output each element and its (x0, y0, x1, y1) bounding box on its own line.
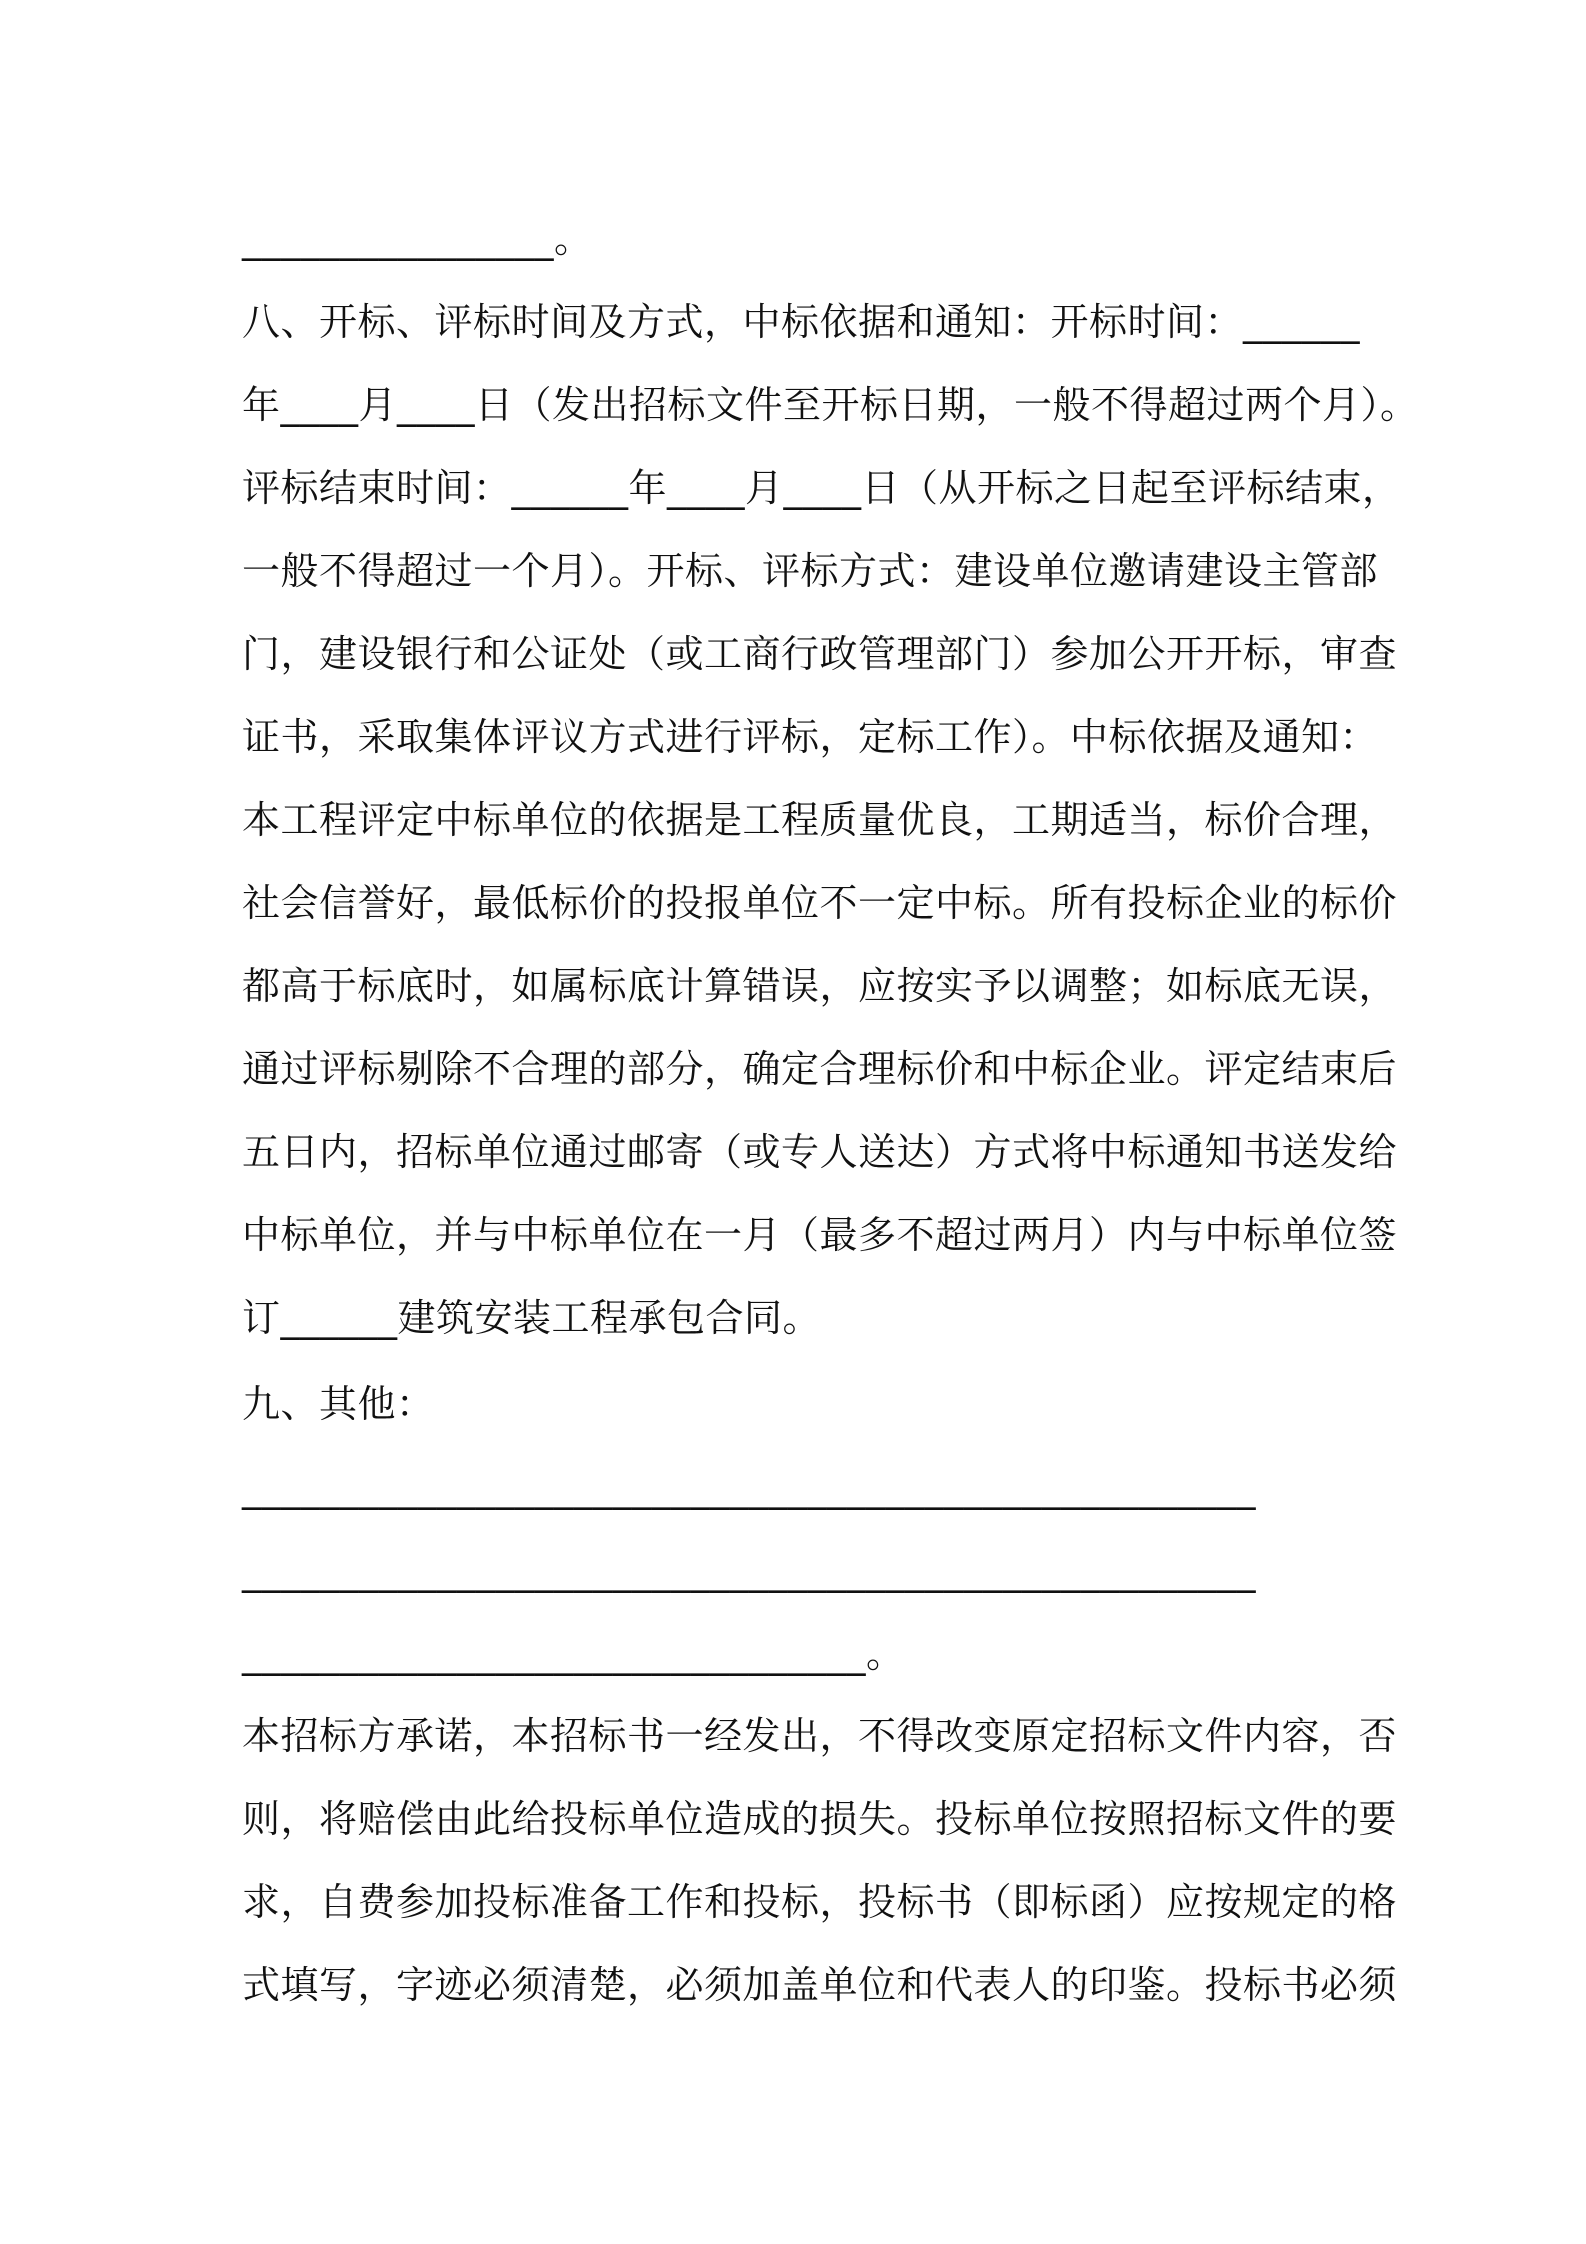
commitment-line: 则，将赔偿由此给投标单位造成的损失。投标单位按照招标文件的要 (242, 1797, 1398, 1841)
blank-line: ________________________________。 (242, 1632, 905, 1676)
section-8-line: 本工程评定中标单位的依据是工程质量优良，工期适当，标价合理， (242, 798, 1398, 842)
section-8-line: 八、开标、评标时间及方式，中标依据和通知：开标时间：______ (242, 300, 1361, 344)
section-9-blank-lines (242, 1447, 1362, 1696)
section-8-line: 评标结束时间：______年____月____日（从开标之日起至评标结束， (242, 466, 1401, 510)
section-8-line: 中标单位，并与中标单位在一月（最多不超过两月）内与中标单位签 (242, 1213, 1398, 1257)
section-8-line: 门，建设银行和公证处（或工商行政管理部门）参加公开开标，审查 (242, 632, 1398, 676)
commitment-line: 式填写，字迹必须清楚，必须加盖单位和代表人的印鉴。投标书必须 (242, 1963, 1398, 2007)
section-8-line: 订______建筑安装工程承包合同。 (242, 1296, 822, 1340)
section-8-line: 证书，采取集体评议方式进行评标，定标工作）。中标依据及通知： (242, 715, 1379, 759)
section-9-heading: 九、其他： (242, 1382, 435, 1426)
section-8-line: 年____月____日（发出招标文件至开标日期，一般不得超过两个月）。 (242, 383, 1419, 427)
section-9-heading-block (242, 1363, 1362, 1446)
commitment-paragraph (242, 1695, 1398, 2027)
commitment-line: 求，自费参加投标准备工作和投标，投标书（即标函）应按规定的格 (242, 1880, 1398, 1924)
section-8-line: 五日内，招标单位通过邮寄（或专人送达）方式将中标通知书送发给 (242, 1130, 1398, 1174)
section-8-line: 社会信誉好，最低标价的投报单位不一定中标。所有投标企业的标价 (242, 881, 1398, 925)
section-8-line: 都高于标底时，如属标底计算错误，应按实予以调整；如标底无误， (242, 964, 1398, 1008)
commitment-line: 本招标方承诺，本招标书一经发出，不得改变原定招标文件内容，否 (242, 1714, 1398, 1758)
opening-blank-line: ________________。 (242, 217, 593, 261)
section-8-line: 通过评标剔除不合理的部分，确定合理标价和中标企业。评定结束后 (242, 1047, 1398, 1091)
blank-line: ____________________________________________________ (242, 1549, 1256, 1593)
section-8-block (242, 198, 1419, 1360)
blank-line: ____________________________________________________ (242, 1466, 1256, 1510)
section-8-line: 一般不得超过一个月）。开标、评标方式：建设单位邀请建设主管部 (242, 549, 1379, 593)
